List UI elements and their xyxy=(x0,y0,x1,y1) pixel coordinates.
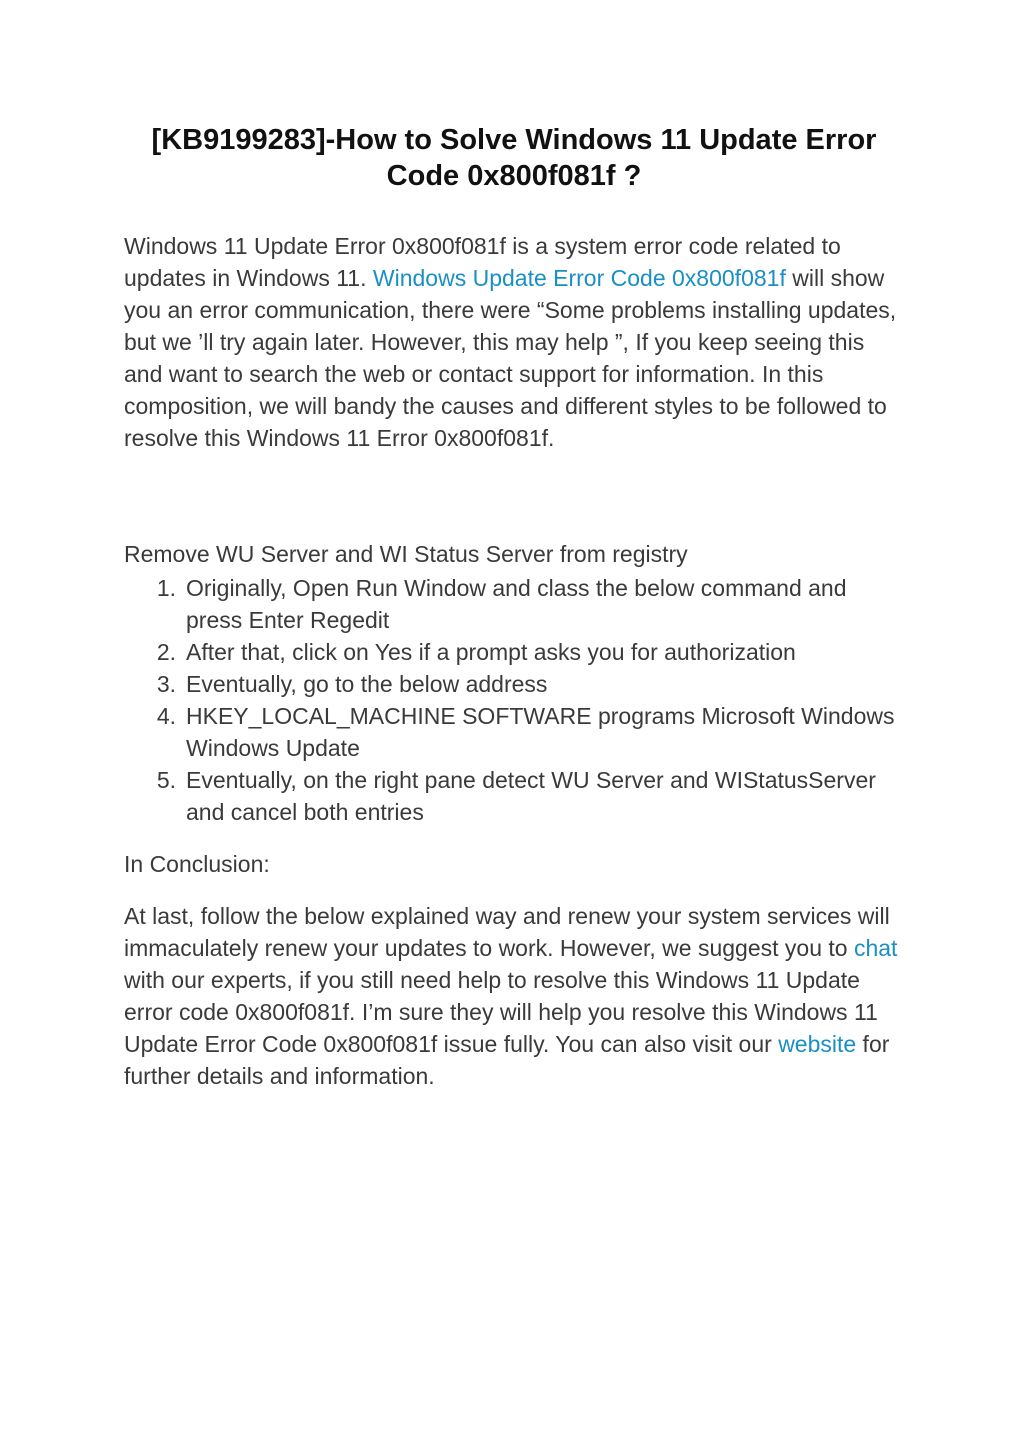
conclusion-text-part2: with our experts, if you still need help to resolve this Windows 11 Update error code 0x800f081f. I’m sure they will help you resolve this Windows 11 Update Error Code 0x800f081f issue fully. You can also visit our xyxy=(124,967,878,1057)
step-text: HKEY_LOCAL_MACHINE SOFTWARE programs Microsoft Windows Windows Update xyxy=(186,703,895,761)
steps-list xyxy=(124,572,904,828)
step-number: 3. xyxy=(156,671,176,697)
step-number: 2. xyxy=(156,639,176,665)
list-item xyxy=(124,668,904,700)
step-number: 4. xyxy=(156,703,176,729)
chat-link[interactable]: chat xyxy=(853,935,898,961)
step-number: 5. xyxy=(156,767,176,793)
list-item xyxy=(124,700,904,764)
conclusion-text-part3: for further details and information. xyxy=(124,1031,890,1089)
conclusion-text-part1: At last, follow the below explained way and renew your system services will immaculately renew your updates to work. However, we suggest you to xyxy=(124,903,890,961)
website-link[interactable]: website xyxy=(778,1031,857,1057)
step-text: After that, click on Yes if a prompt asks you for authorization xyxy=(186,639,796,665)
conclusion-heading: In Conclusion: xyxy=(124,851,270,877)
list-item xyxy=(124,572,904,636)
conclusion-paragraph xyxy=(124,900,904,1092)
list-item xyxy=(124,764,904,828)
step-number: 1. xyxy=(156,575,176,601)
intro-text-before-link: Windows 11 Update Error 0x800f081f is a system error code related to updates in Windows 11. xyxy=(124,233,841,291)
step-text: Eventually, on the right pane detect WU Server and WIStatusServer and cancel both entries xyxy=(186,767,876,825)
section-heading: Remove WU Server and WI Status Server from registry xyxy=(124,541,688,567)
document-page xyxy=(124,122,904,1092)
error-code-link[interactable]: Windows Update Error Code 0x800f081f xyxy=(372,265,786,291)
list-item xyxy=(124,636,904,668)
intro-paragraph xyxy=(124,230,904,454)
intro-text-after-link: will show you an error communication, there were “Some problems installing updates, but we ’ll try again later. However, this may help ”, If you keep seeing this and want to search the web or contact support for information. In this composition, we will bandy the causes and different styles to be followed to resolve this Windows 11 Error 0x800f081f. xyxy=(124,265,897,451)
step-text: Eventually, go to the below address xyxy=(186,671,548,697)
step-text: Originally, Open Run Window and class the below command and press Enter Regedit xyxy=(186,575,847,633)
page-title: [KB9199283]-How to Solve Windows 11 Update Error Code 0x800f081f ? xyxy=(151,124,877,192)
